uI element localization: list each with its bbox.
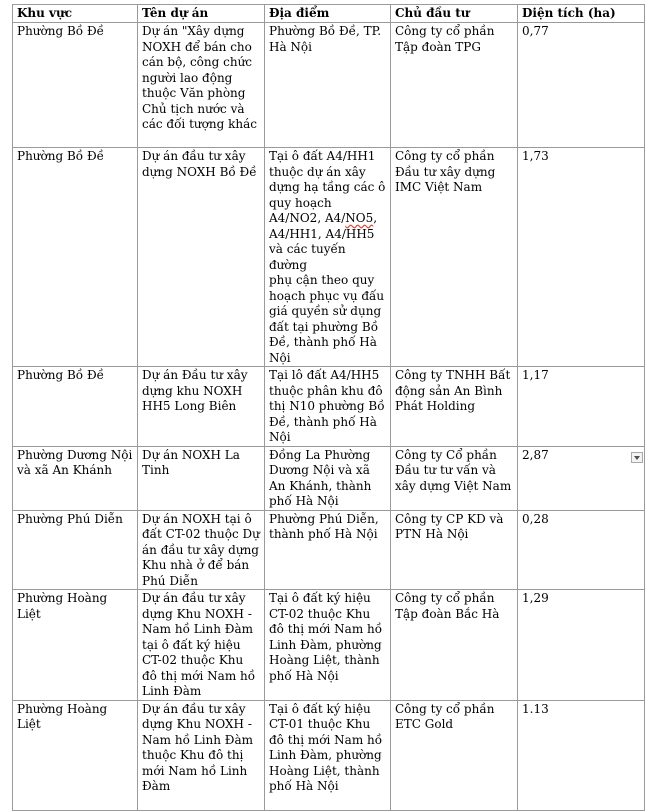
cell-text: Công ty cổ phần Đầu tư xây dựng IMC Việt Nam — [395, 149, 496, 194]
cell-khu-vuc — [13, 367, 138, 447]
cell-ten-du-an — [138, 367, 265, 447]
cell-ten-du-an — [138, 148, 265, 367]
cell-ten-du-an — [138, 23, 265, 148]
cell-chu-dau-tu — [391, 446, 518, 510]
cell-text: Công ty cổ phần Tập đoàn Bắc Hà — [395, 591, 500, 621]
cell-text: Phường Bồ Đề — [17, 368, 105, 382]
cell-text: Dự án "Xây dựng NOXH để bán cho cán bộ, công chức người lao động thuộc Văn phòng Chủ tịch nước và các đối tượng khác — [142, 24, 257, 131]
cell-dien-tich — [518, 367, 645, 447]
cell-text: 1,29 — [522, 591, 549, 605]
cell-chu-dau-tu — [391, 510, 518, 590]
table-row — [13, 23, 645, 148]
cell-text: 1,73 — [522, 149, 549, 163]
header-dien-tich: Diện tích (ha) — [518, 5, 645, 23]
cell-chu-dau-tu — [391, 148, 518, 367]
cell-dien-tich — [518, 446, 645, 510]
cell-khu-vuc — [13, 700, 138, 810]
cell-dia-diem — [265, 23, 391, 148]
header-dia-diem: Địa điểm — [265, 5, 391, 23]
spellcheck-marked-text[interactable]: NO5 — [345, 211, 374, 225]
cell-dia-diem — [265, 590, 391, 701]
header-khu-vuc: Khu vực — [13, 5, 138, 23]
cell-dia-diem — [265, 510, 391, 590]
cell-chu-dau-tu — [391, 367, 518, 447]
cell-text: Phường Hoàng Liệt — [17, 701, 108, 731]
cell-text: Phường Phú Diễn — [17, 511, 123, 526]
cell-dia-diem — [265, 148, 391, 367]
cell-dia-diem — [265, 367, 391, 447]
cell-text: Công ty CP KD và PTN Hà Nội — [395, 511, 504, 541]
cell-text: Dự án đầu tư xây dựng Khu NOXH - Nam hồ Linh Đàm thuộc Khu đô thị mới Nam hồ Linh Đàm — [142, 701, 254, 793]
cell-ten-du-an — [138, 700, 265, 810]
cell-dien-tich — [518, 700, 645, 810]
header-chu-dau-tu: Chủ đầu tư — [391, 5, 518, 23]
cell-dien-tich — [518, 23, 645, 148]
cell-khu-vuc — [13, 446, 138, 510]
cell-dien-tich — [518, 148, 645, 367]
cell-text: 2,87 — [522, 447, 549, 462]
table-row — [13, 510, 645, 590]
cell-ten-du-an — [138, 446, 265, 510]
text-segment: Tại ô đất A4/HH1 thuộc dự án xây dựng hạ tầng các ô quy hoạch A4/NO2, A4/ — [269, 149, 386, 225]
cell-text: Phường Bồ Đề — [17, 149, 105, 163]
text-segment: , A4/HH1, A4/HH5 và các tuyến đường phụ cận theo quy hoạch phục vụ đấu giá quyền sử dụng đất tại phường Bồ Đề, thành phố Hà Nội — [269, 211, 385, 365]
cell-chu-dau-tu — [391, 590, 518, 701]
cell-text: Phường Hoàng Liệt — [17, 591, 108, 621]
cell-dia-diem — [265, 446, 391, 510]
cell-text: 1,17 — [522, 368, 549, 382]
cell-text: Dự án NOXH tại ô đất CT-02 thuộc Dự án đầu tư xây dựng Khu nhà ở để bán Phú Diễn — [142, 511, 260, 588]
cell-text: 1.13 — [522, 701, 549, 716]
cell-text: Dự án đầu tư xây dựng NOXH Bồ Đề — [142, 149, 257, 179]
cell-text: Phường Bồ Đề — [17, 24, 105, 38]
cell-dien-tich — [518, 510, 645, 590]
chevron-down-icon[interactable] — [631, 452, 643, 463]
table-row — [13, 700, 645, 810]
cell-text: Tại ô đất ký hiệu CT-01 thuộc Khu đô thị mới Nam hồ Linh Đàm, phường Hoàng Liệt, thành phố Hà Nội — [269, 701, 383, 793]
cell-khu-vuc — [13, 148, 138, 367]
header-ten-du-an: Tên dự án — [138, 5, 265, 23]
cell-text: Công ty cổ phần Tập đoàn TPG — [395, 24, 495, 54]
cell-text — [269, 149, 386, 366]
cell-text: Dự án đầu tư xây dựng Khu NOXH - Nam hồ Linh Đàm tại ô đất ký hiệu CT-02 thuộc Khu đô thị mới Nam hồ Linh Đàm — [142, 591, 256, 698]
cell-text: Dự án NOXH La Tinh — [142, 447, 240, 477]
cell-ten-du-an — [138, 510, 265, 590]
cell-text: Phường Bồ Đề, TP. Hà Nội — [269, 24, 382, 54]
cell-text: Công ty cổ phần ETC Gold — [395, 701, 495, 731]
cell-text: Công ty TNHH Bất động sản An Bình Phát Holding — [395, 368, 511, 413]
cell-text: Phường Phú Diễn, thành phố Hà Nội — [269, 511, 379, 541]
cell-text: Đồng La Phường Dương Nội và xã An Khánh, thành phố Hà Nội — [269, 447, 372, 508]
cell-chu-dau-tu — [391, 700, 518, 810]
table-row — [13, 590, 645, 701]
cell-text: Tại lô đất A4/HH5 thuộc phân khu đô thị N10 phường Bồ Đề, thành phố Hà Nội — [269, 368, 385, 444]
cell-ten-du-an — [138, 590, 265, 701]
cell-dien-tich — [518, 590, 645, 701]
cell-text: 0,28 — [522, 511, 549, 526]
table-row — [13, 446, 645, 510]
cell-text: Phường Dương Nội và xã An Khánh — [17, 447, 133, 477]
table-row — [13, 367, 645, 447]
cell-khu-vuc — [13, 510, 138, 590]
table-row — [13, 148, 645, 367]
cell-text: Tại ô đất ký hiệu CT-02 thuộc Khu đô thị mới Nam hồ Linh Đàm, phường Hoàng Liệt, thành phố Hà Nội — [269, 591, 383, 683]
cell-dia-diem — [265, 700, 391, 810]
housing-projects-table — [12, 4, 645, 811]
cell-text: 0,77 — [522, 24, 549, 38]
cell-khu-vuc — [13, 23, 138, 148]
cell-text: Dự án Đầu tư xây dựng khu NOXH HH5 Long Biên — [142, 368, 248, 413]
cell-chu-dau-tu — [391, 23, 518, 148]
table-header-row — [13, 5, 645, 23]
cell-khu-vuc — [13, 590, 138, 701]
cell-text: Công ty Cổ phần Đầu tư tư vấn và xây dựng Việt Nam — [395, 447, 512, 493]
